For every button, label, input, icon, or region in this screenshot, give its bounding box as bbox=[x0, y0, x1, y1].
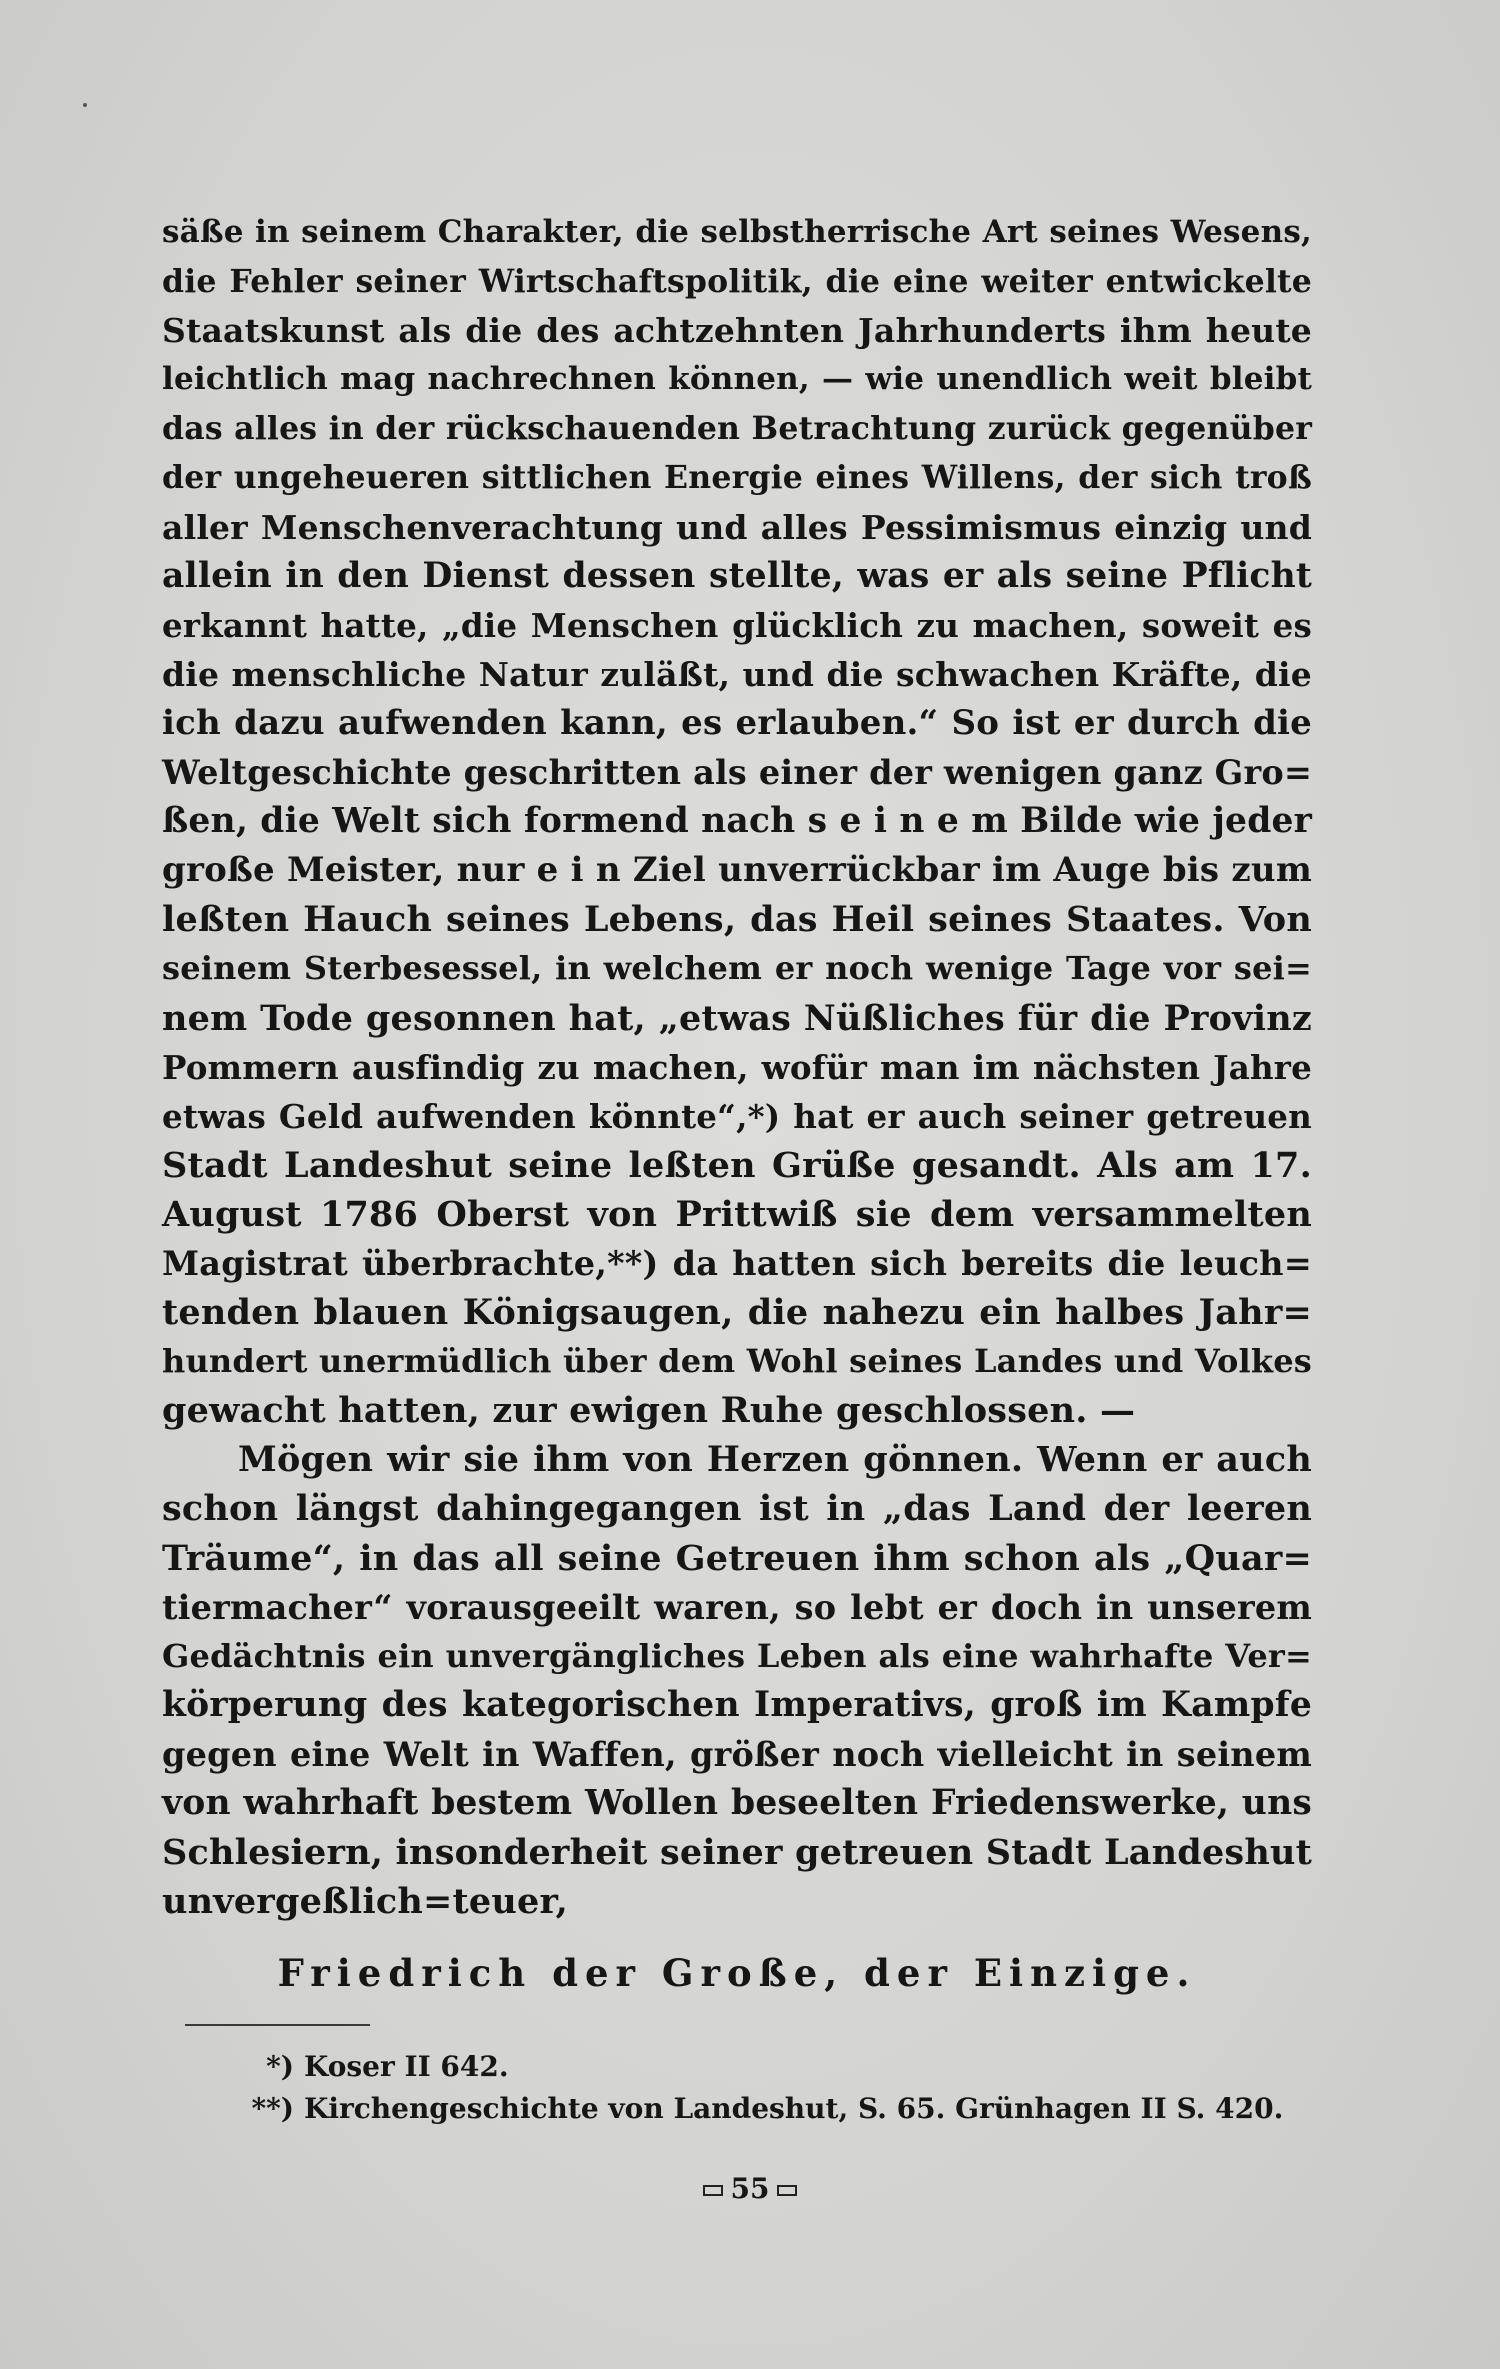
footnote-text: Kirchengeschichte von Landeshut, S. 65. Grünhagen II S. 420. bbox=[304, 2092, 1284, 2125]
text-line: säße in seinem Charakter, die selbstherrische Art seines Wesens, bbox=[162, 214, 1312, 250]
ornament-left-icon bbox=[703, 2185, 723, 2196]
text-line: gegen eine Welt in Waffen, größer noch vielleicht in seinem bbox=[162, 1734, 1312, 1774]
text-line: nem Tode gesonnen hat, „etwas Nüßliches für die Provinz bbox=[162, 997, 1312, 1039]
closing-line: Friedrich der Große, der Einzige. bbox=[277, 1951, 1197, 1995]
text-line: leßten Hauch seines Lebens, das Heil seines Staates. Von bbox=[162, 899, 1312, 941]
footnotes bbox=[200, 2046, 1320, 2130]
text-line: allein in den Dienst dessen stellte, was er als seine Pflicht bbox=[162, 555, 1312, 596]
text-line: die menschliche Natur zuläßt, und die schwachen Kräfte, die bbox=[162, 654, 1312, 694]
text-line: Staatskunst als die des achtzehnten Jahrhunderts ihm heute bbox=[162, 311, 1312, 351]
text-line: gewacht hatten, zur ewigen Ruhe geschlossen. — bbox=[162, 1390, 1136, 1432]
paper-speck bbox=[83, 103, 87, 107]
text-line: schon längst dahingegangen ist in „das Land der leeren bbox=[162, 1488, 1312, 1530]
footnote bbox=[200, 2046, 1320, 2088]
text-line: Weltgeschichte geschritten als einer der wenigen ganz Gro= bbox=[162, 753, 1313, 793]
text-line: tenden blauen Königsaugen, die nahezu ein halbes Jahr= bbox=[162, 1292, 1312, 1334]
text-line: tiermacher“ vorausgeeilt waren, so lebt er doch in unserem bbox=[162, 1587, 1312, 1627]
text-line: August 1786 Oberst von Prittwiß sie dem versammelten bbox=[162, 1193, 1312, 1235]
footnote-mark: **) bbox=[251, 2092, 294, 2125]
text-line: der ungeheueren sittlichen Energie eines Willens, der sich troß bbox=[162, 459, 1312, 497]
text-line: ßen, die Welt sich formend nach s e i n e m Bilde wie jeder bbox=[162, 801, 1313, 842]
text-line: aller Menschenverachtung und alles Pessimismus einzig und bbox=[162, 507, 1312, 547]
text-line: leichtlich mag nachrechnen können, — wie unendlich weit bleibt bbox=[162, 361, 1312, 398]
text-line: etwas Geld aufwenden könnte“,*) hat er auch seiner getreuen bbox=[162, 1096, 1312, 1136]
text-line: Schlesiern, insonderheit seiner getreuen Stadt Landeshut bbox=[162, 1832, 1312, 1874]
text-line: Träume“, in das all seine Getreuen ihm schon als „Quar= bbox=[162, 1537, 1312, 1579]
text-line: von wahrhaft bestem Wollen beseelten Friedenswerke, uns bbox=[162, 1783, 1312, 1823]
text-line: das alles in der rückschauenden Betrachtung zurück gegenüber bbox=[162, 410, 1312, 448]
text-line: seinem Sterbesessel, in welchem er noch wenige Tage vor sei= bbox=[162, 949, 1312, 988]
text-line: erkannt hatte, „die Menschen glücklich zu machen, soweit es bbox=[162, 605, 1312, 645]
body-text bbox=[162, 208, 1312, 1926]
text-line: Pommern ausfindig zu machen, wofür man im nächsten Jahre bbox=[162, 1047, 1312, 1087]
text-line: hundert unermüdlich über dem Wohl seines Landes und Volkes bbox=[162, 1342, 1312, 1381]
text-line: körperung des kategorischen Imperativs, groß im Kampfe bbox=[162, 1684, 1312, 1725]
text-line: die Fehler seiner Wirtschaftspolitik, die eine weiter entwickelte bbox=[162, 263, 1312, 301]
footnote-divider bbox=[185, 2024, 370, 2026]
text-line: Gedächtnis ein unvergängliches Leben als eine wahrhafte Ver= bbox=[162, 1636, 1312, 1675]
text-line: unvergeßlich=teuer, bbox=[162, 1881, 568, 1923]
text-line: Magistrat überbrachte,**) da hatten sich bereits die leuch= bbox=[162, 1243, 1312, 1283]
page-number-row bbox=[0, 2172, 1500, 2205]
footnote bbox=[200, 2088, 1320, 2130]
footnote-text: Koser II 642. bbox=[304, 2050, 509, 2083]
text-line: große Meister, nur e i n Ziel unverrückbar im Auge bis zum bbox=[162, 850, 1312, 891]
footnote-mark: *) bbox=[266, 2050, 294, 2083]
paragraph-first-line: Mögen wir sie ihm von Herzen gönnen. Wenn er auch bbox=[238, 1439, 1312, 1481]
text-line: Stadt Landeshut seine leßten Grüße gesandt. Als am 17. bbox=[162, 1144, 1312, 1186]
ornament-right-icon bbox=[777, 2185, 797, 2196]
text-line: ich dazu aufwenden kann, es erlauben.“ So ist er durch die bbox=[162, 702, 1312, 743]
page-number: 55 bbox=[730, 2172, 770, 2205]
